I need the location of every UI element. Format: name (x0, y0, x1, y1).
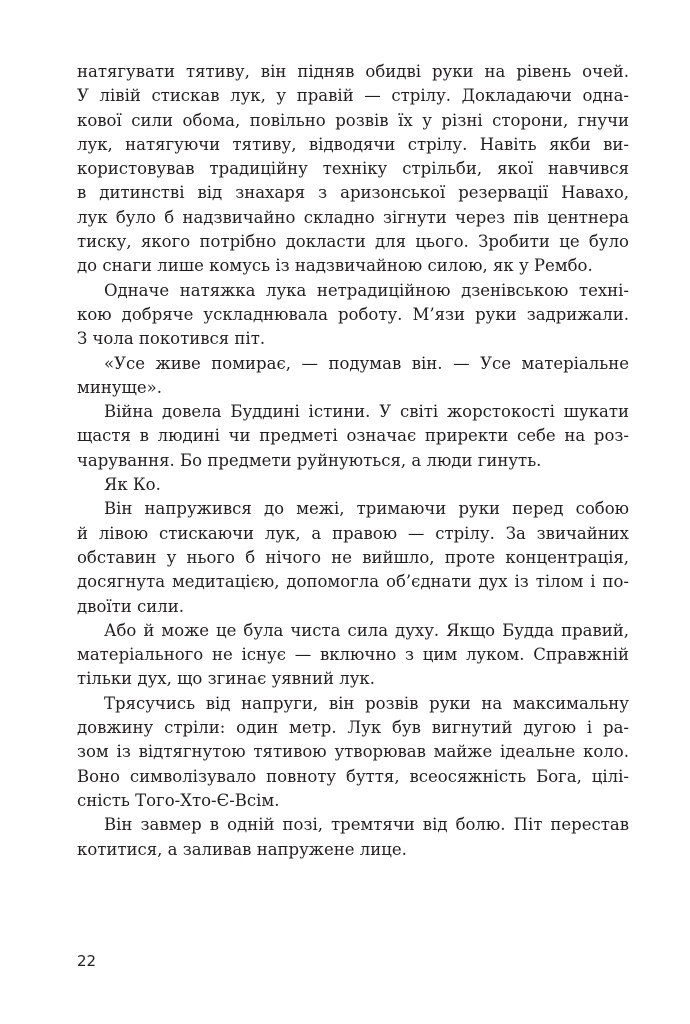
text-line: «Усе живе помирає, — подумав він. — Усе матеріальне (104, 353, 629, 373)
text-line: лук було б надзвичайно складно зігнути через пів центнера (77, 207, 629, 227)
text-line: до снаги лише комусь із надзвичайною силою, як у Рембо. (77, 256, 593, 276)
text-line: минуще». (77, 377, 162, 397)
text-line: зом із відтягнутою тятивою утворював майже ідеальне коло. (77, 742, 629, 762)
text-line: лук, натягуючи тятиву, відводячи стрілу. Навіть якби ви- (77, 134, 629, 154)
text-line: матеріального не існує — включно з цим луком. Справжній (77, 645, 629, 665)
text-line: З чола покотився піт. (77, 329, 266, 349)
text-line: обставин у нього б нічого не вийшло, проте концентрація, (77, 547, 629, 567)
text-line: сність Того-Хто-Є-Всім. (77, 790, 280, 810)
text-line: котитися, а заливав напружене лице. (77, 839, 407, 859)
text-line: тільки дух, що згинає уявний лук. (77, 669, 375, 689)
text-line: чарування. Бо предмети руйнуються, а люди гинуть. (77, 450, 542, 470)
text-line: й лівою стискаючи лук, а правою — стрілу. За звичайних (77, 523, 629, 543)
text-line: кою добряче ускладнювала роботу. М’язи руки задрижали. (77, 304, 629, 324)
text-line: користовував традиційну техніку стрільби, якої навчився (77, 159, 629, 179)
text-line: Війна довела Буддині істини. У світі жорстокості шукати (104, 402, 629, 422)
text-line: натягувати тятиву, він підняв обидві руки на рівень очей. (77, 62, 629, 81)
text-line: тиску, якого потрібно докласти для цього. Зробити це було (77, 232, 629, 252)
text-line: Або й може це була чиста сила духу. Якщо Будда правий, (104, 620, 629, 640)
text-line: Трясучись від напруги, він розвів руки на максимальну (104, 693, 629, 713)
text-line: в дитинстві від знахаря з аризонської резервації Навахо, (77, 183, 629, 203)
text-line: досягнута медитацією, допомогла об’єднати дух із тілом і по- (77, 572, 629, 592)
body-text (77, 60, 629, 862)
text-line: двоїти сили. (77, 596, 184, 616)
text-line: довжину стріли: один метр. Лук був вигнутий дугою і ра- (77, 718, 629, 738)
text-line: щастя в людині чи предметі означає приректи себе на роз- (77, 426, 629, 446)
text-line: кової сили обома, повільно розвів їх у різні сторони, гнучи (77, 110, 629, 130)
text-line: Він завмер в одній позі, тремтячи від болю. Піт перестав (104, 815, 629, 835)
text-line: У лівій стискав лук, у правій — стрілу. Докладаючи одна- (77, 86, 629, 106)
page-number: 22 (77, 952, 97, 970)
text-line: Одначе натяжка лука нетрадиційною дзенівською техні- (104, 280, 629, 300)
text-line: Як Ко. (104, 475, 161, 495)
text-line: Воно символізувало повноту буття, всеосяжність Бога, цілі- (77, 766, 629, 786)
text-line: Він напружився до межі, тримаючи руки перед собою (104, 499, 629, 519)
